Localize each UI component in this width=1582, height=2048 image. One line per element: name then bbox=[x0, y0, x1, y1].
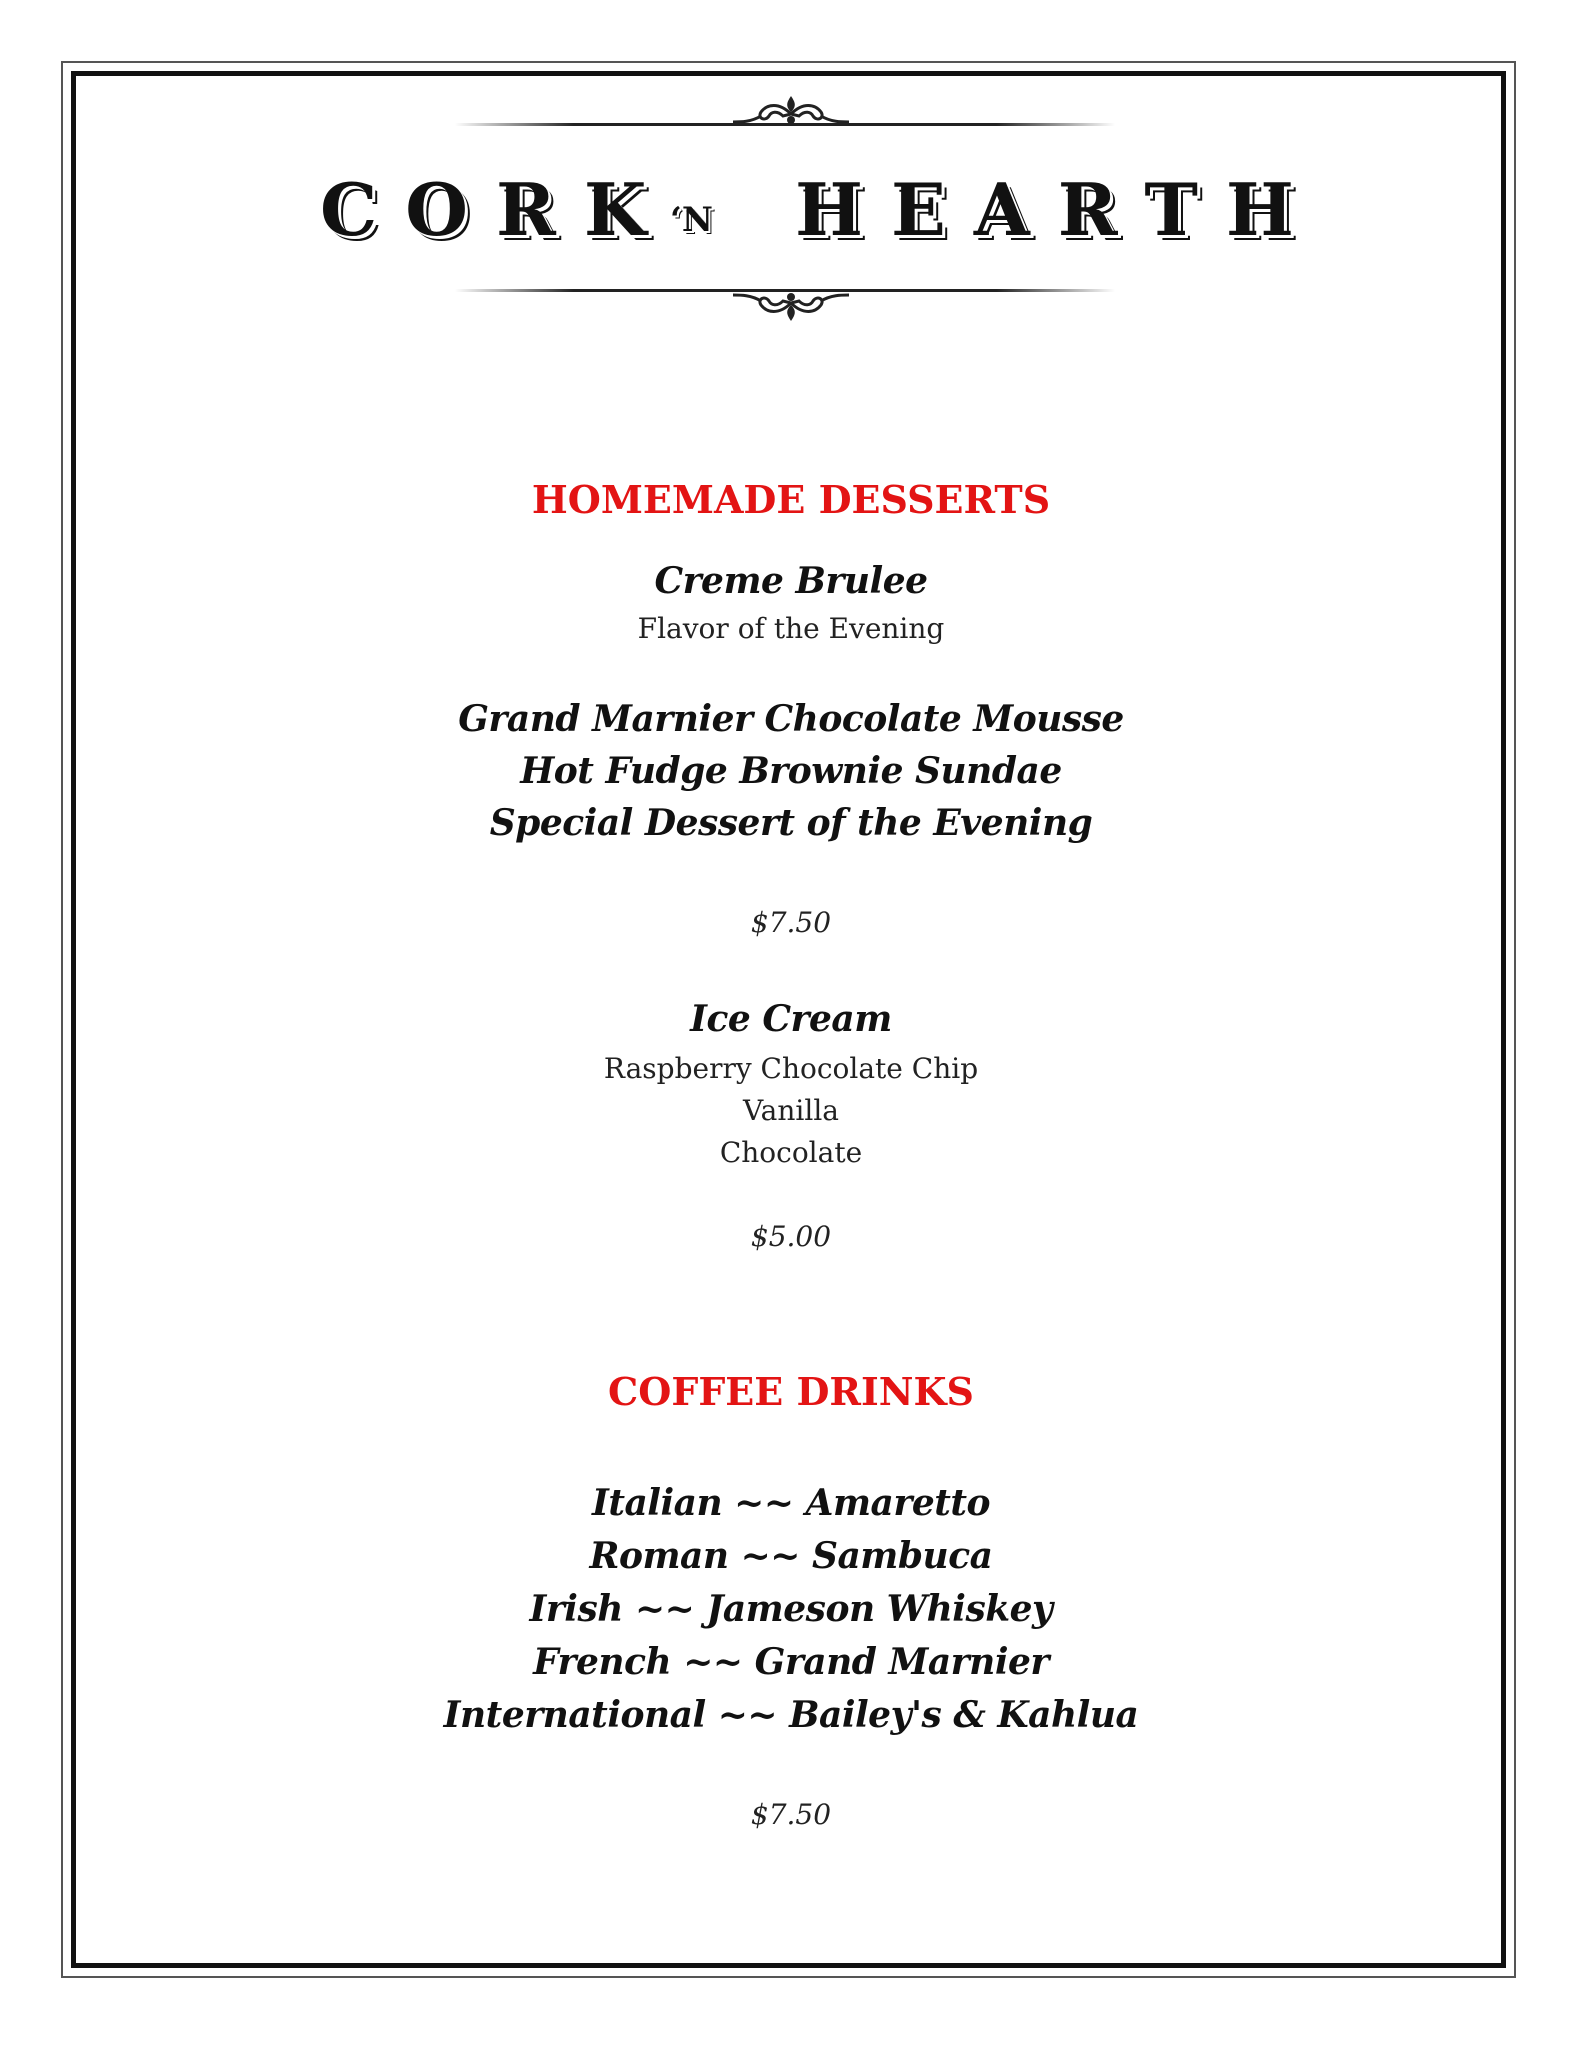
logo-ampersand: ‘N bbox=[670, 200, 713, 240]
coffee-price: $7.50 bbox=[750, 1798, 832, 1831]
coffee-item: International ~~ Bailey's & Kahlua bbox=[443, 1694, 1139, 1736]
flourish-ornament-top bbox=[731, 92, 851, 132]
ice-cream-price: $5.00 bbox=[750, 1220, 832, 1253]
coffee-item: Italian ~~ Amaretto bbox=[591, 1482, 991, 1524]
creme-brulee-title: Creme Brulee bbox=[654, 560, 928, 602]
flourish-ornament-bottom bbox=[731, 285, 851, 325]
dessert-item: Grand Marnier Chocolate Mousse bbox=[458, 698, 1124, 740]
dessert-item: Special Dessert of the Evening bbox=[489, 802, 1093, 844]
dessert-items-price: $7.50 bbox=[750, 906, 832, 939]
ice-cream-title: Ice Cream bbox=[690, 998, 892, 1040]
dessert-item: Hot Fudge Brownie Sundae bbox=[520, 750, 1062, 792]
ice-cream-flavor: Chocolate bbox=[719, 1136, 863, 1169]
logo-rule-top bbox=[455, 123, 1115, 126]
desserts-heading: HOMEMADE DESSERTS bbox=[531, 477, 1051, 522]
creme-brulee-description: Flavor of the Evening bbox=[637, 612, 945, 645]
coffee-item: Irish ~~ Jameson Whiskey bbox=[529, 1588, 1053, 1630]
ice-cream-flavor: Raspberry Chocolate Chip bbox=[603, 1052, 979, 1085]
ice-cream-flavor: Vanilla bbox=[743, 1094, 839, 1127]
coffee-item: French ~~ Grand Marnier bbox=[533, 1641, 1049, 1683]
coffee-item: Roman ~~ Sambuca bbox=[589, 1535, 993, 1577]
logo-word-cork: CORK bbox=[320, 167, 675, 252]
coffee-heading: COFFEE DRINKS bbox=[608, 1369, 974, 1414]
restaurant-logo bbox=[0, 90, 1582, 330]
logo-word-hearth: HEARTH bbox=[795, 167, 1322, 252]
